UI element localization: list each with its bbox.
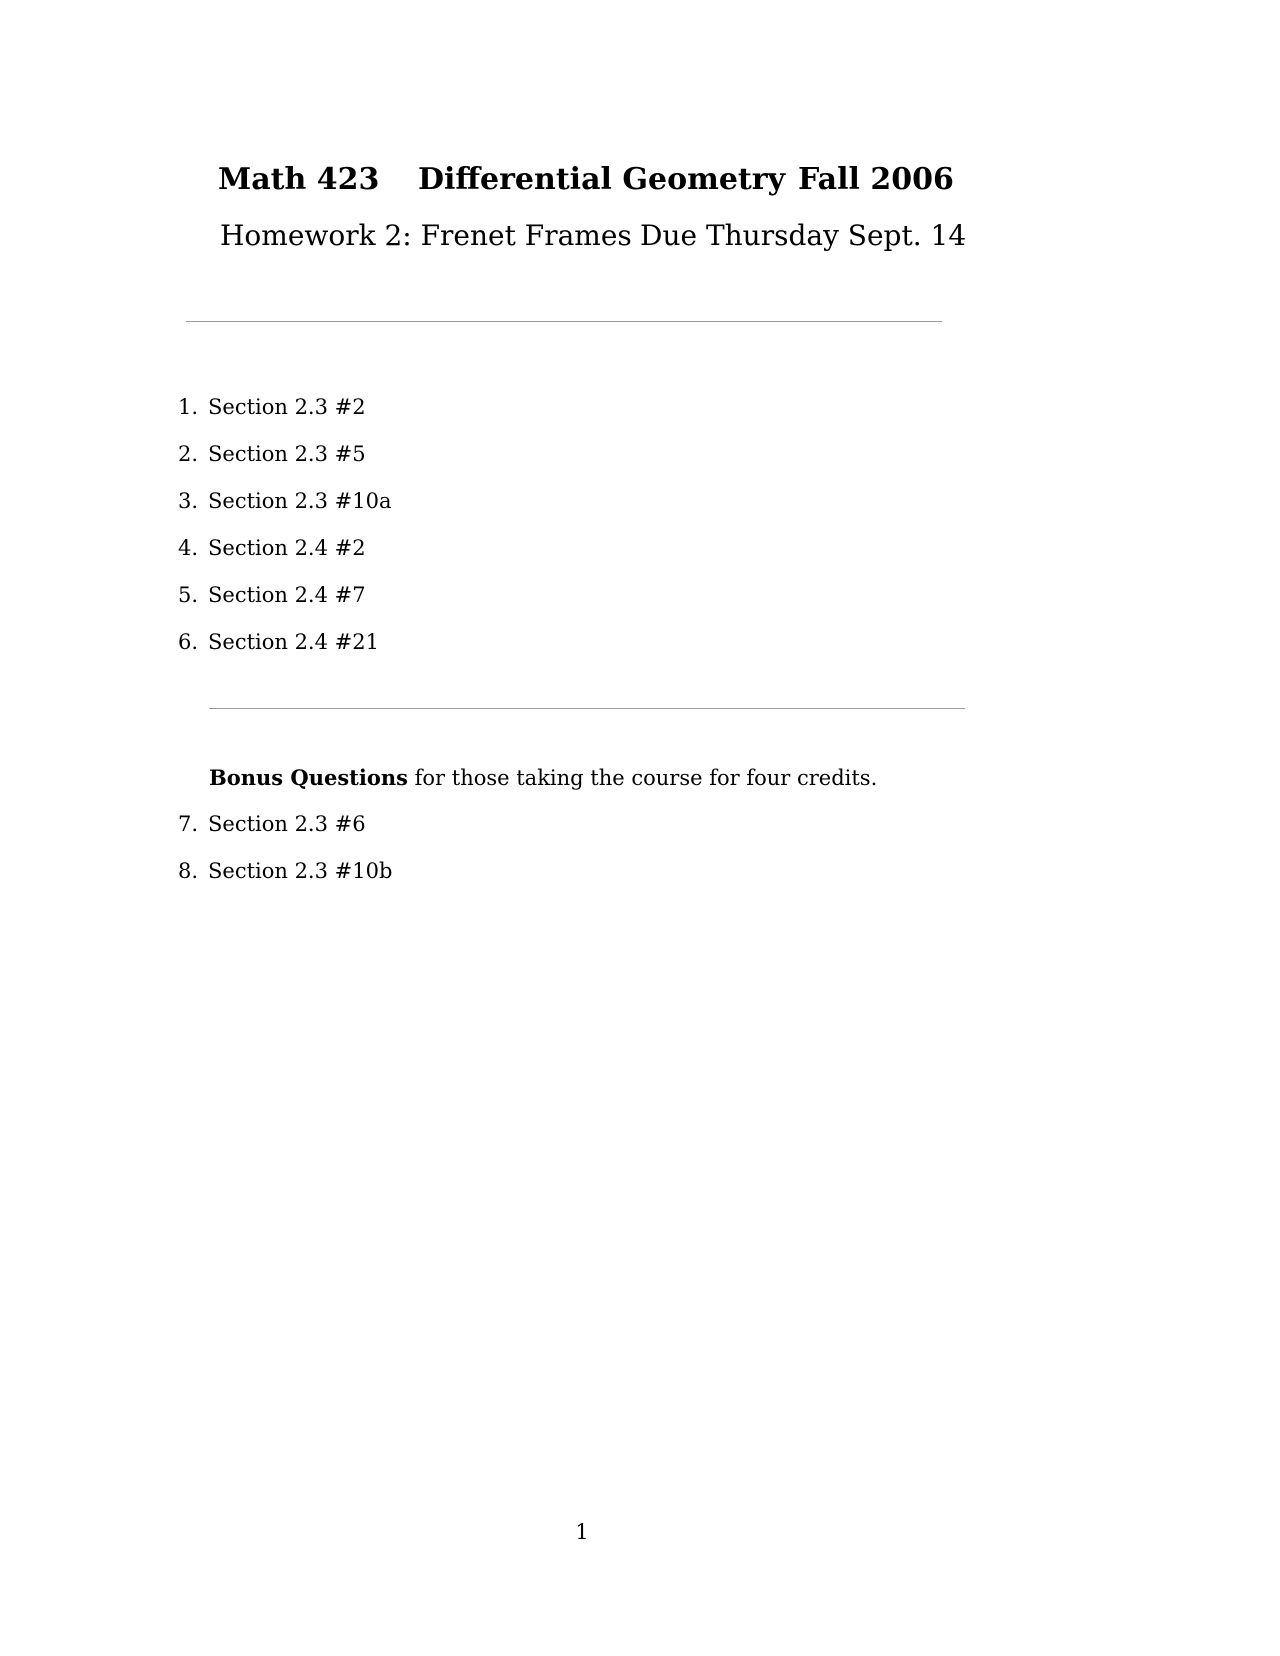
assignment-header	[220, 216, 967, 256]
homework-title: Homework 2: Frenet Frames	[220, 219, 632, 252]
divider-bottom	[209, 708, 965, 709]
problem-number: 3.	[178, 489, 199, 513]
document-header	[218, 160, 954, 200]
course-number: Math 423	[218, 162, 380, 197]
problem-text: Section 2.3 #10a	[208, 489, 392, 513]
course-title: Differential Geometry	[418, 162, 786, 197]
problem-number: 4.	[178, 536, 199, 560]
problem-number: 5.	[178, 583, 199, 607]
term: Fall 2006	[798, 162, 954, 197]
problem-item	[178, 391, 366, 423]
problem-text: Section 2.4 #7	[208, 583, 366, 607]
bonus-problem-item	[178, 808, 366, 840]
problem-text: Section 2.4 #2	[208, 536, 366, 560]
problem-number: 8.	[178, 859, 199, 883]
problem-number: 6.	[178, 630, 199, 654]
problem-number: 7.	[178, 812, 199, 836]
page-number: 1	[575, 1520, 589, 1544]
bonus-heading	[209, 762, 877, 794]
problem-text: Section 2.3 #5	[208, 442, 366, 466]
problem-item	[178, 438, 366, 470]
problem-text: Section 2.4 #21	[208, 630, 379, 654]
problem-item	[178, 579, 366, 611]
problem-number: 1.	[178, 395, 199, 419]
problem-item	[178, 626, 379, 658]
problem-text: Section 2.3 #10b	[208, 859, 393, 883]
problem-item	[178, 485, 391, 517]
bonus-label: Bonus Questions	[209, 765, 408, 790]
due-date: Due Thursday Sept. 14	[640, 219, 967, 252]
bonus-description: for those taking the course for four credits.	[407, 766, 878, 790]
problem-number: 2.	[178, 442, 199, 466]
problem-item	[178, 532, 366, 564]
divider-top	[186, 321, 942, 322]
problem-text: Section 2.3 #6	[208, 812, 366, 836]
bonus-problem-item	[178, 855, 392, 887]
problem-text: Section 2.3 #2	[208, 395, 366, 419]
